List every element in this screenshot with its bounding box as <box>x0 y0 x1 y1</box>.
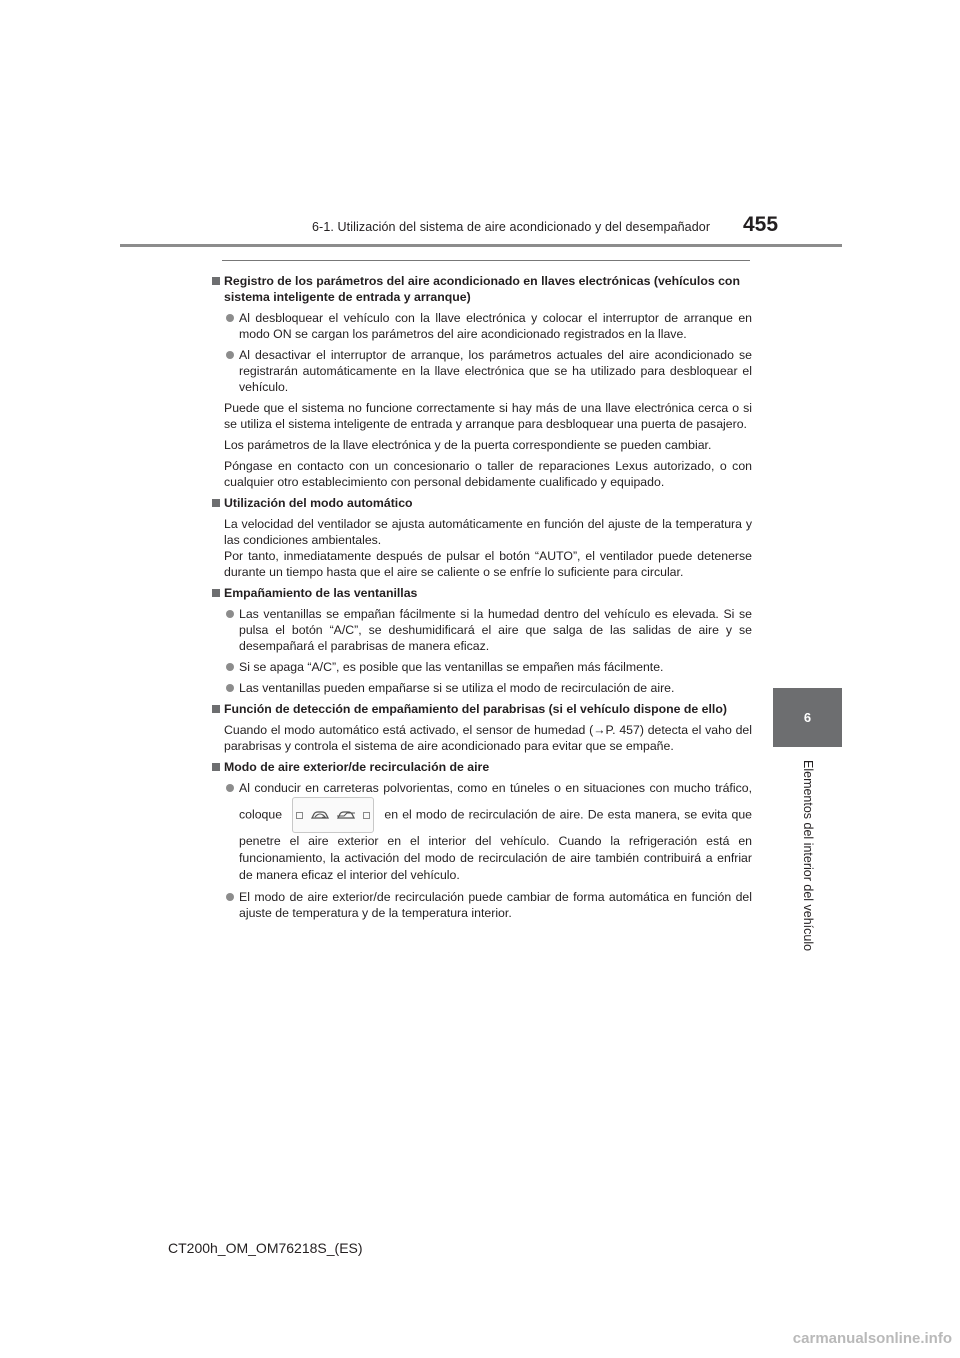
circle-bullet-icon <box>226 663 234 671</box>
page-content <box>212 268 752 921</box>
paragraph: Cuando el modo automático está activado, el sensor de humedad (→P. 457) detecta el vaho del parabrisas y controla el sistema de aire acondicionado para evitar que se empañe. <box>224 723 752 753</box>
circle-bullet-icon <box>226 893 234 901</box>
circle-bullet-icon <box>226 351 234 359</box>
watermark: carmanualsonline.info <box>792 1330 952 1347</box>
section-heading-deteccion: Función de detección de empañamiento del parabrisas (si el vehículo dispone de ello) <box>212 701 752 717</box>
paragraph: Póngase en contacto con un concesionario o taller de reparaciones Lexus autorizado, o con cualquier otro establecimiento con personal debidamente cualificado y equipado. <box>224 459 752 489</box>
air-recirculation-switch-icon <box>292 797 374 833</box>
page-number: 455 <box>743 213 779 236</box>
section-heading-registro: Registro de los parámetros del aire acondicionado en llaves electrónicas (vehículos con sistema inteligente de entrada y arranque) <box>212 273 752 305</box>
indicator-light-icon <box>363 812 370 819</box>
list-item: Si se apaga “A/C”, es posible que las ventanillas se empañen más fácilmente. <box>212 659 752 675</box>
circle-bullet-icon <box>226 314 234 322</box>
section-heading-recirculacion: Modo de aire exterior/de recirculación de aire <box>212 759 752 775</box>
square-bullet-icon <box>212 499 220 507</box>
chapter-tab[interactable] <box>773 688 842 747</box>
list-item: Al desactivar el interruptor de arranque, los parámetros actuales del aire acondicionado se registrarán automáticamente en la llave electrónica que se ha utilizado para desbloquear el vehículo. <box>212 347 752 395</box>
paragraph: Por tanto, inmediatamente después de pulsar el botón “AUTO”, el ventilador puede detenerse durante un tiempo hasta que el aire se caliente o se enfríe lo suficiente para circular. <box>224 549 752 579</box>
circle-bullet-icon <box>226 610 234 618</box>
list-item: Las ventanillas pueden empañarse si se utiliza el modo de recirculación de aire. <box>212 680 752 696</box>
header-divider <box>120 244 842 247</box>
list-item: Al desbloquear el vehículo con la llave electrónica y colocar el interruptor de arranque en modo ON se cargan los parámetros del aire acondicionado registrados en la llave. <box>212 310 752 342</box>
header-section-title: 6-1. Utilización del sistema de aire acondicionado y del desempañador <box>312 220 711 234</box>
content-divider <box>222 260 750 261</box>
section-heading-empanamiento: Empañamiento de las ventanillas <box>212 585 752 601</box>
document-code: CT200h_OM_OM76218S_(ES) <box>168 1240 363 1256</box>
section-heading-automatico: Utilización del modo automático <box>212 495 752 511</box>
paragraph: Puede que el sistema no funcione correctamente si hay más de una llave electrónica cerca o si se utiliza el sistema inteligente de entrada y arranque para desbloquear una puerta de pasajero. <box>224 401 752 431</box>
chapter-number: 6 <box>803 710 812 725</box>
car-fresh-air-icon <box>336 809 356 821</box>
list-item: El modo de aire exterior/de recirculación puede cambiar de forma automática en función del ajuste de temperatura y de la temperatura interior. <box>212 889 752 921</box>
chapter-title: Elementos del interior del vehículo <box>801 760 815 952</box>
paragraph: Los parámetros de la llave electrónica y de la puerta correspondiente se pueden cambiar. <box>224 438 712 452</box>
square-bullet-icon <box>212 763 220 771</box>
car-recirculation-icon <box>310 809 330 821</box>
circle-bullet-icon <box>226 684 234 692</box>
square-bullet-icon <box>212 277 220 285</box>
indicator-light-icon <box>296 812 303 819</box>
list-item: Al conducir en carreteras polvorientas, como en túneles o en situaciones con mucho tráfico, coloque en el modo de recirculación de aire. De esta manera, se evita que penetre el aire exterior en el interior del vehículo. Cuando la refrigeración está en funcionamiento, la activación del modo de recirculación de aire también contribuirá a enfriar de manera eficaz el interior del vehículo. <box>212 780 752 884</box>
circle-bullet-icon <box>226 784 234 792</box>
list-item: Las ventanillas se empañan fácilmente si la humedad dentro del vehículo es elevada. Si se pulsa el botón “A/C”, se deshumidificará el aire que salga de las salidas de aire y se desempañará el parabrisas de manera eficaz. <box>212 606 752 654</box>
paragraph: La velocidad del ventilador se ajusta automáticamente en función del ajuste de la temperatura y las condiciones ambientales. <box>224 517 752 547</box>
square-bullet-icon <box>212 589 220 597</box>
square-bullet-icon <box>212 705 220 713</box>
